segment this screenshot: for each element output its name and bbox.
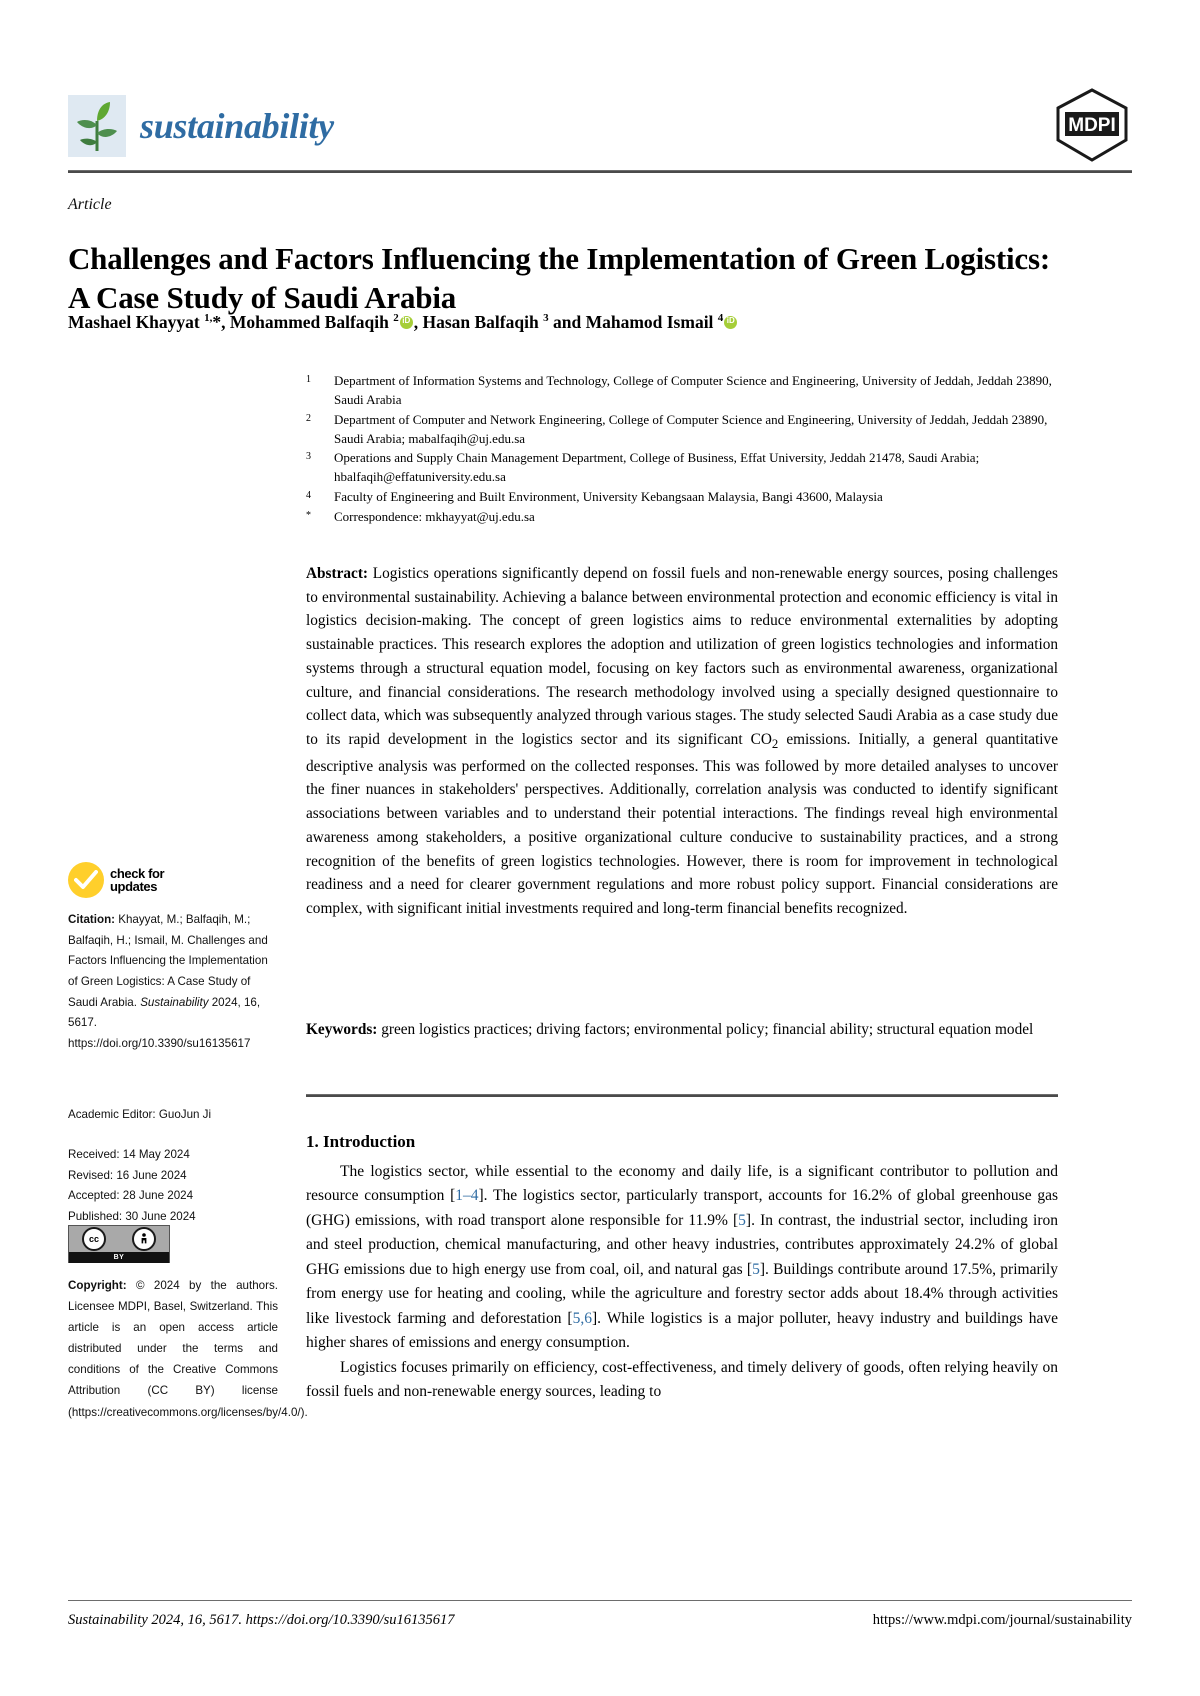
citation-block — [68, 910, 278, 1054]
introduction-body — [306, 1160, 1058, 1405]
keywords-text: green logistics practices; driving factors; environmental policy; financial ability; structural equation model — [377, 1021, 1034, 1038]
page-title: Challenges and Factors Influencing the Implementation of Green Logistics: A Case Study of Saudi Arabia — [68, 240, 1050, 316]
affiliation-text: Faculty of Engineering and Built Environment, University Kebangsaan Malaysia, Bangi 43600, Malaysia — [334, 489, 883, 505]
citation-label: Citation: — [68, 913, 116, 926]
author-list: Mashael Khayyat $^{1,}$*, Mohammed Balfaqih $^2$ iD , Hasan Balfaqih $^3$ and Mahamod Ismail $^4$iD — [68, 310, 1078, 335]
svg-text:MDPI: MDPI — [1068, 115, 1116, 136]
article-type-label: Article — [68, 196, 112, 213]
affiliation-marker: 4 — [306, 490, 311, 502]
intro-text-part: ]. In contrast, the industrial sector, including iron and steel production, chemical manufacturing, and other heavy industries, contributes approximately 24.2% of global GHG emissions due to high energy use from coal, oil, and natural gas [ — [306, 1211, 1058, 1278]
publication-dates — [68, 1145, 278, 1228]
correspondence-marker: * — [306, 509, 311, 521]
intro-paragraph-2: Logistics focuses primarily on efficiency, cost-effectiveness, and timely delivery of goods, often relying heavily on fossil fuels and non-renewable energy sources, leading to — [306, 1358, 1058, 1401]
journal-logo — [68, 92, 1132, 160]
date-received: Received: 14 May 2024 — [68, 1148, 190, 1161]
citation-link[interactable]: 1–4 — [455, 1187, 479, 1205]
footer-divider — [68, 1600, 1132, 1601]
cc-license-tag: BY — [69, 1252, 169, 1263]
author-4: Mahamod Ismail $^4$ — [585, 312, 724, 332]
footer-journal-url[interactable]: https://www.mdpi.com/journal/sustainability — [872, 1612, 1132, 1628]
abstract-label: Abstract: — [306, 565, 369, 582]
orcid-icon[interactable] — [724, 316, 737, 329]
academic-editor: Academic Editor: GuoJun Ji — [68, 1108, 212, 1121]
check-circle-icon — [68, 862, 104, 898]
author-3: Hasan Balfaqih $^3$ — [422, 312, 549, 332]
affiliation-text: Department of Information Systems and Technology, College of Computer Science and Engineering, University of Jeddah, Jeddah 23890, Saudi Arabia — [334, 373, 1052, 407]
affiliation-marker: 2 — [306, 412, 311, 424]
plant-leaf-icon — [68, 95, 126, 157]
header-divider — [68, 170, 1132, 173]
affiliation-list — [306, 372, 1058, 528]
affiliation-item — [306, 372, 1058, 410]
check-updates-line1: check for — [110, 865, 165, 881]
citation-link[interactable]: 5,6 — [572, 1309, 592, 1327]
intro-text-part: ]. Buildings contribute around 17.5%, primarily from energy use for heating and cooling, while the agriculture and forestry sector adds about 18.4% through activities like livestock farming and deforestation [ — [306, 1260, 1058, 1327]
affiliation-item — [306, 488, 1058, 507]
intro-text-part: ]. The logistics sector, particularly transport, accounts for 16.2% of global greenhouse gas (GHG) emissions, with road transport alone responsible for 11.9% [ — [306, 1187, 1058, 1229]
citation-link[interactable]: 5 — [738, 1211, 746, 1229]
check-updates-line2: updates — [110, 879, 158, 894]
mdpi-logo — [1052, 88, 1132, 162]
cc-by-person-icon — [132, 1227, 156, 1251]
intro-paragraph-1 — [306, 1160, 1058, 1356]
page-footer — [68, 1612, 1132, 1629]
affiliation-item — [306, 449, 1058, 487]
cc-icon-row — [69, 1226, 169, 1252]
citation-journal: Sustainability — [140, 995, 209, 1009]
introduction-heading: 1. Introduction — [306, 1132, 416, 1151]
date-accepted: Accepted: 28 June 2024 — [68, 1189, 194, 1203]
date-revised: Revised: 16 June 2024 — [68, 1168, 187, 1182]
copyright-block — [68, 1275, 308, 1423]
citation-text: Khayyat, M.; Balfaqih, M.; Balfaqih, H.; Ismail, M. Challenges and Factors Influencing the Implementation of Green Logistics: A Case Study of Saudi Arabia. — [68, 913, 268, 1009]
correspondence-item — [306, 508, 1058, 527]
check-for-updates-badge[interactable] — [68, 862, 164, 898]
journal-title: sustainability — [140, 106, 334, 146]
check-for-updates-text — [110, 867, 164, 894]
author-2: Mohammed Balfaqih $^2$ — [229, 312, 399, 332]
check-mark-svg — [74, 870, 98, 890]
keywords-label: Keywords: — [306, 1021, 378, 1038]
intro-text-part: The logistics sector, while essential to the economy and daily life, is a significant contributor to pollution and resource consumption [ — [306, 1163, 1058, 1205]
creative-commons-badge[interactable] — [68, 1225, 170, 1263]
section-divider — [306, 1094, 1058, 1097]
affiliation-marker: 1 — [306, 374, 311, 385]
keywords-block — [306, 1018, 1058, 1042]
copyright-label: Copyright: — [68, 1279, 127, 1292]
correspondence-text: Correspondence: mkhayyat@uj.edu.sa — [334, 508, 535, 524]
person-glyph-svg — [137, 1232, 151, 1246]
affiliation-text: Department of Computer and Network Engineering, College of Computer Science and Engineering, University of Jeddah, Jeddah 23890, Saudi Arabia; mabalfaqih@uj.edu.sa — [334, 411, 1048, 446]
affiliation-marker: 3 — [306, 451, 311, 463]
abstract-text: Logistics operations significantly depend on fossil fuels and non-renewable energy sources, posing challenges to environmental sustainability. Achieving a balance between environmental protection and economic efficiency is vital in logistics decision-making. The concept of green logistics aims to reduce environmental externalities by adopting sustainable practices. This research explores the adoption and utilization of green logistics technologies and information systems through a structural equation model, focusing on key factors such as environmental awareness, organizational culture, and financial considerations. The research methodology involved using a specially designed questionnaire to collect data, which was subsequently analyzed through various stages. The study selected Saudi Arabia as a case study due to its rapid development in the logistics sector and its significant $CO_2$ emissions. Initially, a general quantitative descriptive analysis was performed on the collected responses. This was followed by more detailed analyses to uncover the finer nuances in stakeholders' perspectives. Additionally, correlation analysis was conducted to identify significant associations between variables and to understand their potential interactions. The findings reveal high environmental awareness among stakeholders, a positive organizational culture conducive to sustainability practices, and a strong recognition of the benefits of green logistics technologies. However, there is room for improvement in technological readiness and a need for clearer government regulations and more robust policy support. Financial considerations are complex, with significant initial investments required and long-term financial benefits recognized. — [306, 565, 1058, 917]
author-1: Mashael Khayyat $^{1,}$* — [68, 312, 222, 332]
date-published: Published: 30 June 2024 — [68, 1209, 196, 1223]
affiliation-text: Operations and Supply Chain Management Department, College of Business, Effat University, Jeddah 21478, Saudi Arabia; hbalfaqih@effatuniversity.edu.sa — [334, 450, 980, 485]
footer-citation: Sustainability 2024, 16, 5617. https://doi.org/10.3390/su16135617 — [68, 1612, 455, 1628]
cc-icon: cc — [82, 1227, 106, 1251]
affiliation-item — [306, 411, 1058, 449]
intro-text-part: ]. While logistics is a major polluter, heavy industry and buildings have higher shares of emissions and energy consumption. — [306, 1309, 1058, 1352]
citation-link[interactable]: 5 — [752, 1260, 760, 1278]
abstract-block — [306, 562, 1058, 921]
copyright-text: © 2024 by the authors. Licensee MDPI, Basel, Switzerland. This article is an open access article distributed under the terms and conditions of the Creative Commons Attribution (CC BY) license (https://creativecommons.org/licenses/by/4.0/). — [68, 1279, 308, 1419]
journal-masthead — [68, 92, 1132, 164]
leaf-svg — [72, 99, 122, 153]
orcid-icon[interactable] — [400, 316, 413, 329]
citation-tail: 2024, 16, 5617. https://doi.org/10.3390/su16135617 — [68, 995, 261, 1050]
